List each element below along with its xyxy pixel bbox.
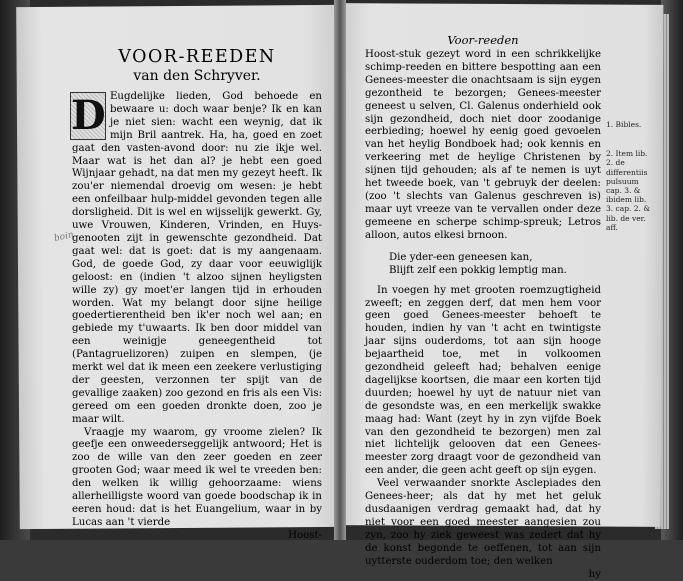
- left-paragraph-1: Eugdelijke lieden, God behoede en bewaare u: doch waar benje? Ik en kan je niet sien: wacht een weynig, dat ik mijn Bril aantrek. Ha, ha, goed en zoet gaat den vasten-avond door: nu zie ikje wel. Maar wat is het dan al? je hebt een goed Wijnjaar gehadt, na dat men my gezeyt heeft. Ik zou'er niemendal droevig om wesen: je hebt een onfeilbaar hulp-middel gevonden tegen alle dorsligheid. Dit is wel en wijsselijk gewerkt. Gy, uwe Vrouwen, Kinderen, Vrinden, en Huys-genooten zijt in gewenschte gezondheid. Dat gaat wel: dat is goet: dat is my aangenaam. God, de goede God, zy daar voor eeuwiglijk geloost: en (indien 't alzoo sijnen heyligsten wille zy) gy moet'er langen tijd in erhouden worden. Wat my belangt door sijne heilige goedertierentheid ben ik'er noch wel aan; en gebiede my t'uwaarts. Ik ben door middel van een weinigje geneegentheid tot (Pantagruelizoren) zuipen en slempen, (je merkt wel dat ik meen een zeekere verlustiging der geesten, verzonnen ter spijt van de gevallige zaaken) zoo gezond en fris als een Vis: gereed om een goeden dronkte doen, zoo je maar wilt.: [72, 91, 322, 425]
- verse-line-2: Blijft zelf een pokkig lemptig man.: [389, 264, 567, 276]
- left-body: [72, 91, 322, 543]
- right-body: [365, 49, 601, 581]
- catchword-left: Hoost-: [288, 529, 322, 541]
- decorated-initial: D: [71, 92, 106, 139]
- pencil-annotation: boin: [53, 230, 75, 244]
- left-paragraph-2: Vraagje my waarom, gy vroome zielen? Ik geefje een onweederseggelijk antwoord; Het is zoo de wille van den zeer goeden en zeer grooten God; waar meed ik wel te vreeden ben: den welken ik willig gehoorzaame: wiens allerheilligste woord van goede boodschap ik in eeren houd: dat is het Euangelium, waar in by Lucas aan 't vierde: [72, 426, 322, 528]
- right-page-text: [365, 34, 601, 581]
- right-paragraph-1: Hoost-stuk gezeyt word in een schrikkelijke schimp-reeden en bittere bespotting aan een Genees-meester die onachtsaam is sijn eygen gezontheid te bezorgen; Genees-meester geneest u selven, Cl. Galenus onderhield ook sijn gezondheid, doch niet door zoodanige eerbieding; hoewel hy eenig goed gevoelen van het heylig Bondboek had; ook kennis en verkeering met de heylige Christenen by sijnen tijd gehouden; als af te nemen is uyt het tweede boek, van 't gebruyk der deelen: (zoo 't slechts van Galenus geschreven is) maar uyt vreeze van te vervallen onder deze gemeene en scherpe schimp-spreuk; Letros alloon, autos elkesi brnoon.: [365, 49, 601, 241]
- margin-note-2: 2. Item lib. 2. de differentiis pulsuum cap. 3. & ibidem lib. 3. cap. 2. & lib. de ver. aff.: [606, 149, 650, 232]
- margin-note-1: 1. Bibles.: [606, 120, 642, 129]
- verse-quote: [389, 251, 601, 277]
- page-subtitle: van den Schryver.: [133, 68, 261, 84]
- book-gutter: [334, 0, 346, 540]
- verse-line-1: Die yder-een geneesen kan,: [389, 251, 533, 263]
- running-head: Voor-reeden: [447, 33, 519, 47]
- left-page-text: [72, 48, 322, 543]
- right-paragraph-2: In voegen hy met grooten roemzugtigheid zweeft; en zeggen derf, dat men hem voor geen goed Genees-meester behoeft te houden, indien hy van 't acht en twintigste jaar sijns ouderdoms, tot aan sijn hooge bejaartheid toe, met in volkoomen gezondheid geleeft had; behalven eenige dagelijkse koortsen, die maar een korten tijd duurden; hoewel hy uyt de natuur niet van de gesondste was, en een merkelijk swakke maag had: Want (zeyt hy in zyn vijfde Boek van den gezondheid te bezorgen) men zal niet lichtelijk gelooven dat een Genees-meester zorg draagt voor de gezondheid van een ander, die geen acht geeft op sijn eygen.: [365, 284, 601, 477]
- margin-notes: [606, 120, 650, 232]
- catchword-right: hy: [588, 568, 601, 580]
- right-paragraph-3: Veel verwaander snorkte Asclepiades den Genees-heer; als dat hy met het geluk dusdaanigen verdrag gemaakt had, dat hy niet voor een goed meester aangesien zou zyn, zoo hy ziek geweest was zedert dat hy de konst begonde te oeffenen, tot aan sijn uytterste ouderdom toe; den welken: [365, 478, 601, 567]
- page-title: VOOR-REEDEN: [118, 47, 276, 67]
